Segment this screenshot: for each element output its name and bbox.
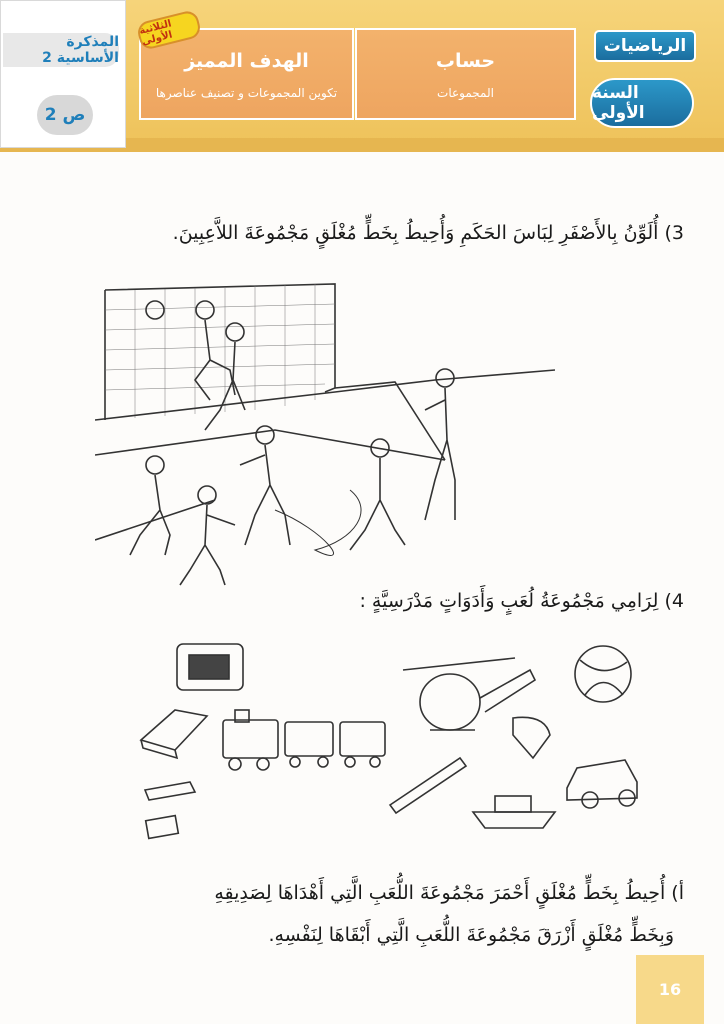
page-number: 16 <box>636 955 704 1024</box>
page-ref-badge: ص 2 <box>37 95 93 135</box>
slate-icon <box>177 644 243 690</box>
boat-icon <box>473 796 555 828</box>
sharpener-icon <box>146 816 179 839</box>
helicopter-icon <box>403 658 535 730</box>
book-icon <box>141 710 207 758</box>
year-badge: السنة الأولى <box>590 78 694 128</box>
football-scene-illustration <box>95 270 555 590</box>
booklet-title: المذكرة الأساسية 2 <box>3 33 119 67</box>
eraser-icon <box>145 782 195 800</box>
domain-title: حساب <box>435 50 496 72</box>
goal-subtitle: تكوين المجموعات و تصنيف عناصرها <box>155 86 338 100</box>
subject-badge: الرياضيات <box>594 30 696 62</box>
goal-post-icon <box>105 284 335 392</box>
domain-subtitle: المجموعات <box>437 86 494 100</box>
train-icon <box>223 710 385 770</box>
question-a-line-2: وَبِخَطٍّ مُغْلَقٍ أَزْرَقَ مَجْمُوعَةَ اللُّعَبِ الَّتِي أَبْقَاهَا لِنَفْسِهِ. <box>268 924 674 946</box>
domain-box <box>355 28 576 120</box>
tab-dot <box>11 91 20 100</box>
question-a <box>44 872 684 956</box>
toys-and-tools-illustration <box>135 640 640 840</box>
spinning-top-icon <box>513 717 550 758</box>
question-3: 3) أُلَوِّنُ بِالأَصْفَرِ لِبَاسَ الحَكَمِ وَأُحِيطُ بِخَطٍّ مُغْلَقٍ مَجْمُوعَةَ اللاَّعِبِينَ. <box>172 222 684 244</box>
trimester-tag: الثلاثية الأولى <box>136 9 203 51</box>
booklet-tab <box>0 0 126 148</box>
ball-toy-icon <box>575 646 631 702</box>
ball-icon <box>146 301 164 319</box>
car-icon <box>567 760 637 808</box>
question-a-line-1: أ) أُحِيطُ بِخَطٍّ مُغْلَقٍ أَحْمَرَ مَجْمُوعَةَ اللُّعَبِ الَّتِي أَهْدَاهَا لِصَدِيقِهِ <box>214 882 684 904</box>
question-4: 4) لِرَامِي مَجْمُوعَةُ لُعَبٍ وَأَدَوَاتٍ مَدْرَسِيَّةٍ : <box>359 590 684 612</box>
goal-title: الهدف المميز <box>184 50 309 72</box>
pencil-icon <box>390 758 466 813</box>
